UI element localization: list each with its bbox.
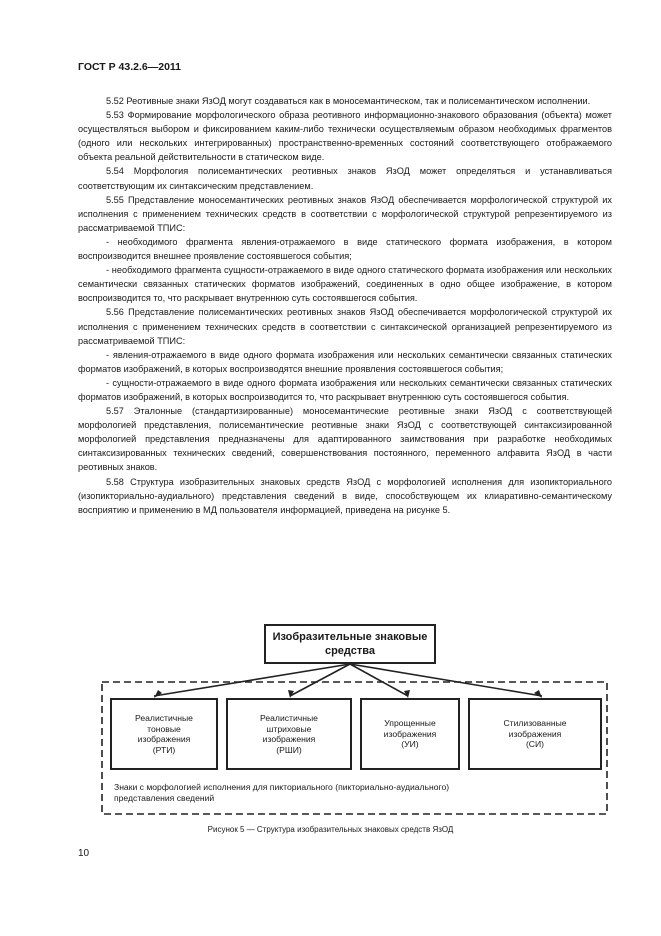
figure-caption: Рисунок 5 — Структура изобразительных знаковых средств ЯзОД bbox=[207, 825, 454, 834]
box-line: тоновые bbox=[147, 723, 181, 734]
box-line: Реалистичные bbox=[135, 713, 193, 723]
paragraph-5-52: 5.52 Реотивные знаки ЯзОД могут создаваться как в моносемантическом, так и полисемантическом исполнении. bbox=[106, 96, 591, 106]
paragraph-5-55: 5.55 Представление моносемантических реотивных знаков ЯзОД обеспечивается морфологической структурой их исполнения с применением технических средств в соответствии с морфологической структурой репрезентируемого из рассматриваемой ТПИС: bbox=[78, 194, 612, 233]
box-line: (РТИ) bbox=[152, 744, 176, 755]
box-line: Стилизованные bbox=[503, 718, 567, 729]
box-line: штриховые bbox=[266, 723, 312, 734]
box-stylized bbox=[468, 698, 602, 770]
box-line: изображения bbox=[137, 734, 191, 744]
paragraph-5-53: 5.53 Формирование морфологического образа реотивного информационно-знакового образования (объекта) может осуществляться выбором и фиксированием каким-либо технически осуществляемым образом необходимых фрагментов (одного или нескольких интегрированных) пространственно-временных состояний соответствующего отображаемого объекта реальной действительности в статическом виде. bbox=[78, 110, 612, 163]
box-simplified bbox=[360, 698, 460, 770]
arrowhead-4 bbox=[534, 690, 542, 698]
box-line: изображения bbox=[508, 728, 562, 739]
paragraph-5-54: 5.54 Морфология полисемантических реотивных знаков ЯзОД может определяться и устанавливаться соответствующим их синтаксическим представлением. bbox=[78, 166, 612, 191]
list-item: - необходимого фрагмента сущности-отражаемого в виде одного статического формата изображения или нескольких семантически связанных статических форматов изображений, соединенных в одно общее изображение, в котором воспроизводится то, что раскрывает внутреннюю суть состоявшегося события. bbox=[78, 265, 612, 304]
frame-label: Знаки с морфологией исполнения для пикториального (пикториально-аудиального) представления сведений bbox=[114, 782, 450, 803]
box-realistic-line bbox=[226, 698, 352, 770]
paragraph-5-57: 5.57 Эталонные (стандартизированные) моносемантические реотивные знаки ЯзОД с соответствующей морфологией представления, полисемантические реотивные знаки ЯзОД с соответствующей синтаксизированной морфологией представления предназначены для адаптированного заимствования при разработке необходимых синтаксизированных технических сведений, совершенствования постоянного, переменного алфавита ЯзОД в части реотивных знаков. bbox=[78, 406, 612, 473]
box-line: изображения bbox=[262, 734, 316, 744]
figure-5-diagram bbox=[98, 620, 613, 820]
box-line: Упрощенные bbox=[384, 718, 436, 729]
list-item: - сущности-отражаемого в виде одного формата изображения или нескольких семантически связанных статических форматов изображений, в которых воспроизводится то, что раскрывает внутреннюю суть состоявшегося события. bbox=[78, 377, 612, 402]
document-header: ГОСТ Р 43.2.6—2011 bbox=[78, 61, 182, 73]
list-item: - необходимого фрагмента явления-отражаемого в виде статического формата изображения, в котором воспроизводится внешнее проявление состоявшегося события; bbox=[78, 236, 612, 262]
box-line: (СИ) bbox=[525, 739, 545, 750]
box-line: Реалистичные bbox=[260, 713, 318, 723]
page-number: 10 bbox=[78, 848, 90, 859]
box-pictorial-sign-means: Изобразительные знаковые средства bbox=[264, 624, 436, 664]
arrowhead-1 bbox=[154, 690, 162, 698]
paragraph-5-58: 5.58 Структура изобразительных знаковых средств ЯзОД с морфологией исполнения для изопикториального (изопикториально-аудиального) представления сведений в виде, способствующем их клиаративно-семантическому восприятию и применению в МД пользователя информацией, приведена на рисунке 5. bbox=[78, 476, 612, 515]
box-realistic-tonal bbox=[110, 698, 218, 770]
box-line: изображения bbox=[383, 728, 437, 739]
box-line: (УИ) bbox=[401, 739, 419, 750]
paragraph-5-56: 5.56 Представление полисемантических реотивных знаков ЯзОД обеспечивается морфологической структурой их исполнения с применением технических средств в соответствии с синтаксической организацией репрезентируемого из рассматриваемой ТПИС: bbox=[78, 307, 612, 346]
body-text bbox=[78, 94, 612, 517]
box-line: (РШИ) bbox=[276, 744, 302, 755]
list-item: - явления-отражаемого в виде одного формата изображения или нескольких семантически связанных статических форматов изображений, в которых воспроизводятся внешние проявления состоявшегося события; bbox=[78, 349, 612, 374]
